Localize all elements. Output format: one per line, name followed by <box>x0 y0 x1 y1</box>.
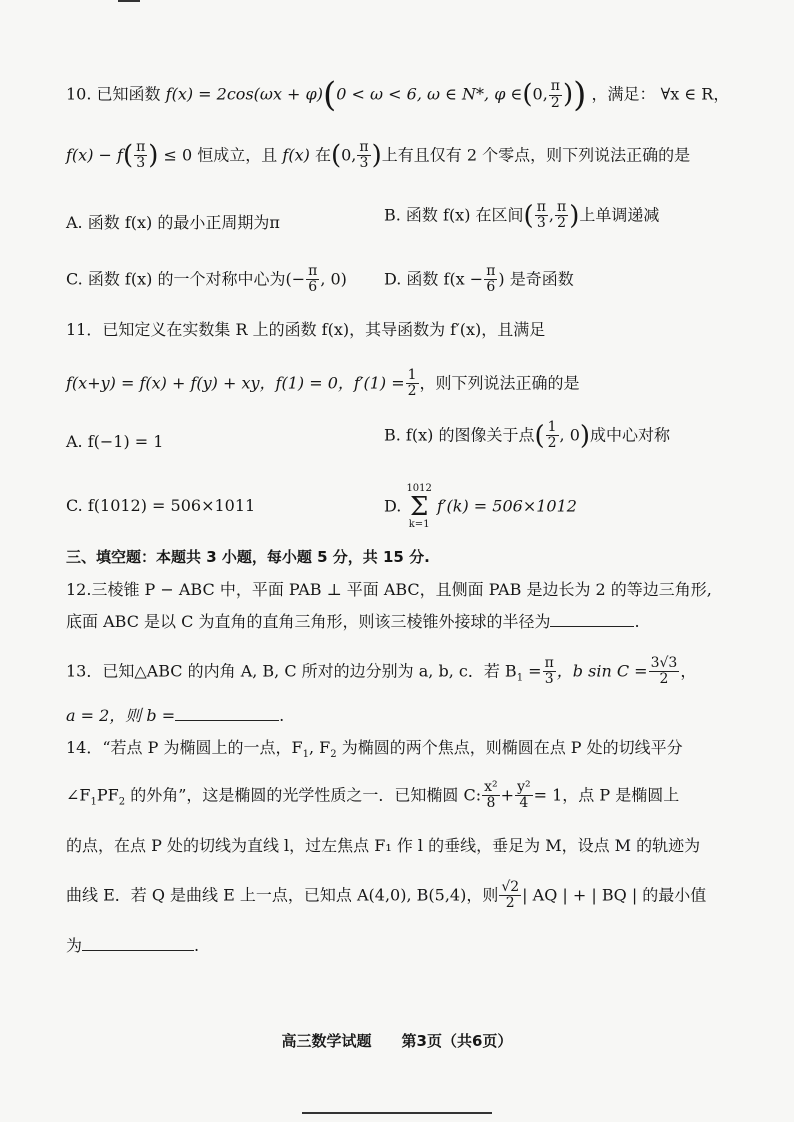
q11-option-b: B. f(x) 的图像关于点( $\frac{1}{2}$ , 0)成中心对称 <box>384 419 671 452</box>
q10-line2: f(x) − f( $\frac{\pi}{3}$ ) ≤ 0 恒成立，且 f(x) 在(0, $\frac{\pi}{3}$ )上有且仅有 2 个零点，则下列说法正确的是 <box>66 139 691 172</box>
q12-answer-blank <box>550 626 634 627</box>
q10-line1: 10. 已知函数 f(x) = 2cos(ωx + φ)(0 < ω < 6, ω ∈ N*, φ ∈(0, $\frac{\pi}{2}$ )) ，满足： ∀x ∈ R， <box>66 75 730 115</box>
q10-option-d: D. 函数 f(x − $\frac{\pi}{6}$ ) 是奇函数 <box>384 263 574 296</box>
q14-line4: 曲线 E．若 Q 是曲线 E 上一点，已知点 A(4,0), B(5,4)，则 $\frac{√2}{2}$ | AQ | + | BQ | 的最小值 <box>66 879 707 912</box>
section-heading-3: 三、填空题：本题共 3 小题，每小题 5 分，共 15 分. <box>66 548 430 566</box>
q10-option-a: A. 函数 f(x) 的最小正周期为π <box>66 213 280 232</box>
q12-line2: 底面 ABC 是以 C 为直角的直角三角形，则该三棱锥外接球的半径为 . <box>66 612 640 631</box>
q13-answer-blank <box>175 720 279 721</box>
q10-option-b: B. 函数 f(x) 在区间( $\frac{\pi}{3}$ , $\frac{\pi}{2}$ )上单调递减 <box>384 199 660 232</box>
q11-line1: 11．已知定义在实数集 R 上的函数 f(x)，其导函数为 f′(x)，且满足 <box>66 320 546 339</box>
scan-mark-bottom <box>302 1112 492 1114</box>
q14-answer-blank <box>82 950 194 951</box>
q11-option-c: C. f(1012) = 506×1011 <box>66 496 256 515</box>
sum-symbol: 1012 Σ k=1 <box>406 483 432 530</box>
q12-line1: 12.三棱锥 P − ABC 中，平面 PAB ⊥ 平面 ABC，且侧面 PAB 是边长为 2 的等边三角形, <box>66 580 712 599</box>
q11-option-d: D. 1012 Σ k=1 f′(k) = 506×1012 <box>384 483 577 530</box>
q10-option-c: C. 函数 f(x) 的一个对称中心为(− $\frac{\pi}{6}$ , 0) <box>66 263 347 296</box>
page-footer: 高三数学试题 第3页（共6页） <box>281 1032 513 1050</box>
q11-line2: f(x+y) = f(x) + f(y) + xy，f(1) = 0，f′(1) = $\frac{1}{2}$ ，则下列说法正确的是 <box>66 367 580 400</box>
q11-option-a: A. f(−1) = 1 <box>66 432 164 451</box>
q14-line1: 14．“若点 P 为椭圆上的一点，$F_1$, $F_2$ 为椭圆的两个焦点，则椭圆在点 P 处的切线平分 <box>66 738 683 761</box>
q14-line5: 为 . <box>66 936 200 955</box>
scan-mark-top <box>118 0 140 2</box>
q14-line2: $\angle F_1PF_2$ 的外角”，这是椭圆的光学性质之一．已知椭圆 C: $\frac{\text{x²}}{8}$ + $\frac{\text{y²}}{4}$ = 1，点 P 是椭圆上 <box>66 779 680 812</box>
q14-line3: 的点，在点 P 处的切线为直线 l，过左焦点 F₁ 作 l 的垂线，垂足为 M，设点 M 的轨迹为 <box>66 836 701 855</box>
q13-line1: 13．已知△ABC 的内角 A, B, C 所对的边分别为 a, b, c．若 $B_1$ = $\frac{\pi}{3}$ ，b sin C = $\frac{3√3}{2}$ ， <box>66 655 697 688</box>
q13-line2: a = 2，则 b = . <box>66 706 285 725</box>
